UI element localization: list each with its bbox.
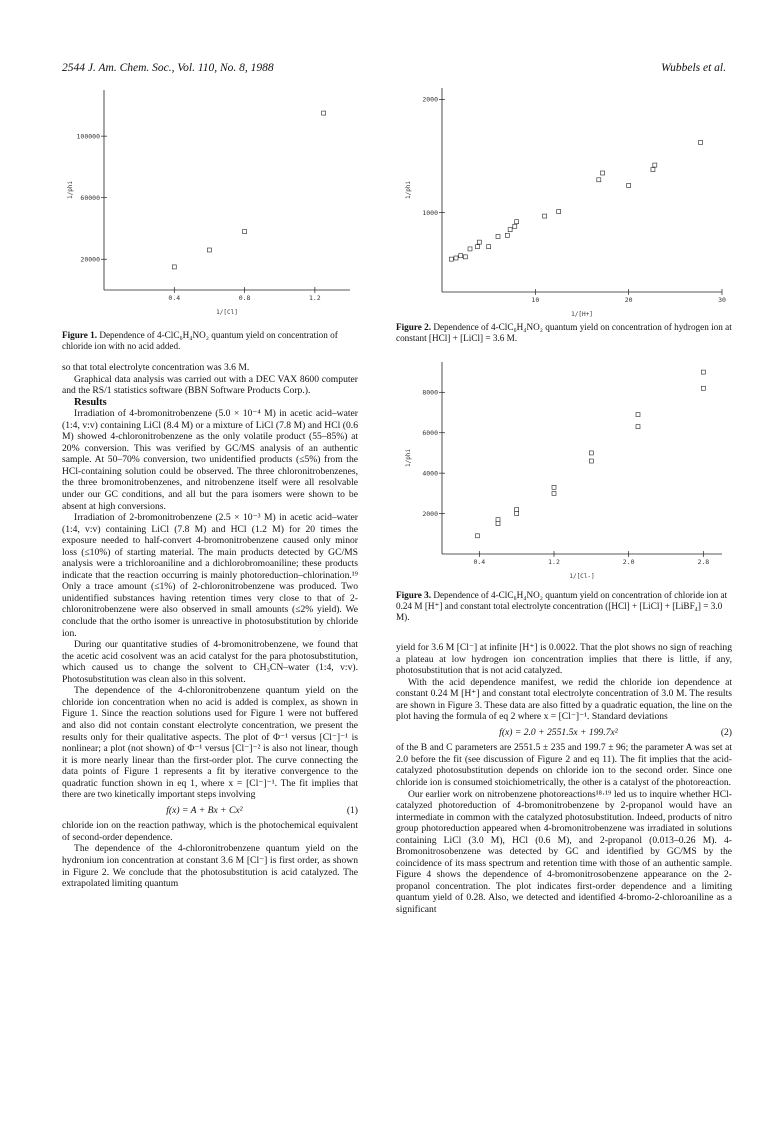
results-heading: Results	[74, 396, 107, 408]
y-tick-label: 60000	[80, 193, 100, 202]
right-paragraph: With the acid dependence manifest, we redid the chloride ion dependence at constant 0.24 M [H⁺] and constant total electrolyte concentration of 3.0 M. The results are shown in Figure 3. These data are also fitted by a quadratic equation, the line on the plot having the formula of eq 2 where x = [Cl⁻]⁻¹. Standard deviations	[396, 676, 732, 723]
right-paragraph: yield for 3.6 M [Cl⁻] at infinite [H⁺] is 0.0022. That the plot shows no sign of reaching a plateau at low hydrogen ion concentration implies that there is little, if any, photosubstitution that is not acid catalyzed.	[396, 642, 732, 677]
running-header-left: 2544 J. Am. Chem. Soc., Vol. 110, No. 8, 1988	[62, 62, 274, 74]
x-tick-label: 2.8	[697, 558, 710, 566]
figure-2-chart	[392, 82, 732, 320]
figure-1-caption-text: Dependence of 4-ClC₆H₄NO₂ quantum yield on concentration of chloride ion with no acid added.	[62, 330, 338, 351]
data-point	[701, 370, 705, 374]
data-point	[475, 534, 479, 538]
data-point	[601, 171, 605, 175]
figure-2-caption	[396, 322, 732, 344]
x-tick-label: 20	[624, 296, 633, 304]
left-paragraph: Irradiation of 4-bromonitrobenzene (5.0 × 10⁻⁴ M) in acetic acid–water (1:4, v:v) containing LiCl (8.4 M) or a mixture of LiCl (7.8 M) and HCl (0.6 M) showed 4-chloronitrobenzene as the only volatile product (55–85%) at 20% conversion. This was verified by GC/MS analysis of an authentic sample. At 50–70% conversion, two unidentified products (≤5%) from the HCl-containing solution could be observed. The three chloronitrobenzenes, the three bromonitrobenzenes, and nitrobenzene itself were all resolvable under our GC conditions, and all but the para isomers were shown to be absent at high conversions.	[62, 408, 358, 512]
equation-1-formula: f(x) = A + Bx + Cx²	[166, 804, 243, 816]
data-point	[627, 183, 631, 187]
data-point	[701, 386, 705, 390]
data-point	[468, 247, 472, 251]
data-point	[699, 140, 703, 144]
left-paragraph: so that total electrolyte concentration was 3.6 M.	[62, 362, 250, 373]
data-point	[557, 210, 561, 214]
data-point	[597, 178, 601, 182]
y-axis-label: 1/phi	[405, 180, 412, 200]
y-axis-label: 1/phi	[67, 180, 74, 200]
data-point	[636, 413, 640, 417]
left-paragraph: The dependence of the 4-chloronitrobenzene quantum yield on the chloride ion concentration when no acid is added is complex, as shown in Figure 1. Since the reaction solutions used for Figure 1 were not buffered and also did not contain constant electrolyte concentration, we present the results only for their qualitative aspects. The plot of Φ⁻¹ versus [Cl⁻]⁻¹ is nonlinear; a plot (not shown) of Φ⁻¹ versus [Cl⁻]⁻² is also not linear, though it is more nearly linear than the first-order plot. The curve connecting the data points of Figure 1 represents a fit by iterative convergence to the quadratic function shown in eq 1, where x = [Cl⁻]⁻¹. The fit implies that there are two kinetically important steps involving	[62, 685, 358, 801]
left-paragraph: chloride ion on the reaction pathway, which is the photochemical equivalent of second-order dependence.	[62, 820, 358, 843]
data-point	[449, 257, 453, 261]
y-tick-label: 20000	[80, 255, 100, 264]
equation-1-number: (1)	[346, 804, 358, 816]
data-point	[477, 240, 481, 244]
data-point	[515, 220, 519, 224]
y-tick-label: 1000	[422, 208, 438, 217]
right-paragraph: of the B and C parameters are 2551.5 ± 235 and 199.7 ± 96; the parameter A was set at 2.0 before the fit (see discussion of Figure 2 and eq 11). The fit implies that the acid-catalyzed photosubstitution depends on chloride ion to the second order. Since one chloride ion is consumed stoichiometrically, the other is a catalyst of the photoreaction.	[396, 742, 732, 789]
left-paragraph: Irradiation of 2-bromonitrobenzene (2.5 × 10⁻³ M) in acetic acid–water (1:4, v:v) containing LiCl (7.8 M) and HCl (1.2 M) for 20 times the exposure needed to half-convert 4-bromonitrobenzene caused only minor loss (≤10%) of starting material. The main products detected by GC/MS analysis were a trichloroaniline and a dichlorobromoaniline; these products indicate that the reaction occurring is mainly photoreduction–chlorination.¹⁹ Only a trace amount (≤1%) of 2-chloronitrobenzene was produced. Two unidentified substances having retention times very close to that of 2-chloronitrobenzene were also observed in small amounts (≤2% yield). We conclude that the ortho isomer is unreactive in photosubstitution by chloride ion.	[62, 512, 358, 639]
left-paragraph: Graphical data analysis was carried out with a DEC VAX 8600 computer and the RS/1 statistics software (BBN Software Products Corp.).	[62, 373, 358, 397]
left-paragraph: During our quantitative studies of 4-bromonitrobenzene, we found that the acetic acid cosolvent was an acid catalyst for the para photosubstitution, which caused us to change the solvent to CH₃CN–water (1:4, v:v). Photosubstitution was clean also in this solvent.	[62, 639, 358, 685]
x-tick-label: 1.2	[308, 294, 321, 302]
figure-3-chart	[392, 358, 732, 584]
data-point	[651, 168, 655, 172]
x-axis-label: 1/[Cl]	[216, 309, 238, 316]
data-point	[207, 248, 211, 252]
data-point	[496, 234, 500, 238]
data-point	[496, 518, 500, 522]
left-column	[62, 362, 358, 890]
right-column	[396, 642, 732, 916]
y-tick-label: 2000	[422, 509, 438, 518]
data-point	[543, 214, 547, 218]
data-point	[636, 425, 640, 429]
data-point	[172, 265, 176, 269]
y-tick-label: 8000	[422, 388, 438, 397]
y-axis-label: 1/phi	[405, 448, 412, 468]
x-tick-label: 0.4	[473, 558, 486, 566]
figure-1-chart	[58, 82, 358, 322]
figure-3-caption	[396, 590, 732, 623]
figure-2-caption-text: Dependence of 4-ClC₆H₄NO₂ quantum yield on concentration of hydrogen ion at constant [HCl] + [LiCl] = 3.6 M.	[396, 322, 732, 343]
running-header-right: Wubbels et al.	[661, 62, 726, 74]
x-tick-label: 10	[531, 296, 540, 304]
figure-1-caption	[62, 330, 358, 352]
x-tick-label: 2.0	[622, 558, 635, 566]
y-tick-label: 4000	[422, 469, 438, 478]
data-point	[454, 256, 458, 260]
data-point	[589, 459, 593, 463]
data-point	[552, 485, 556, 489]
x-axis-label: 1/[H+]	[571, 311, 593, 318]
equation-2	[396, 727, 732, 739]
data-point	[552, 491, 556, 495]
figure-3-caption-text: Dependence of 4-ClC₆H₄NO₂ quantum yield on concentration of chloride ion at 0.24 M [H⁺] and constant total electrolyte concentration ([HCl] + [LiCl] + [LiBF₄] = 3.0 M).	[396, 590, 728, 622]
data-point	[475, 245, 479, 249]
right-paragraph: Our earlier work on nitrobenzene photoreactions¹⁸·¹⁹ led us to inquire whether HCl-catalyzed photoreduction of 4-bromonitrobenzene by 2-propanol would have an intermediate in common with the catalyzed photosubstitution. Indeed, products of nitro group photoreduction appeared when 4-bromonitrobenzene was irradiated in solutions containing LiCl (3.0 M), HCl (0.6 M), and 2-propanol (0.013–0.26 M). 4-Bromonitrosobenzene was detected by GC and identified by GC/MS by the coincidence of its mass spectrum and retention time with those of an authentic sample. Figure 4 shows the dependence of 4-bromonitrosobenzene appearance on the 2-propanol concentration. The plot indicates first-order dependence and a limiting quantum yield of 0.28. Also, we detected and identified 4-bromo-2-chloroaniline as a significant	[396, 788, 732, 916]
left-paragraph: The dependence of the 4-chloronitrobenzene quantum yield on the hydronium ion concentration at constant 3.6 M [Cl⁻] is first order, as shown in Figure 2. We conclude that the photosubstitution is acid catalyzed. The extrapolated limiting quantum	[62, 843, 358, 890]
data-point	[508, 228, 512, 232]
data-point	[653, 163, 657, 167]
data-point	[515, 508, 519, 512]
x-axis-label: 1/[Cl-]	[569, 573, 595, 580]
data-point	[487, 245, 491, 249]
data-point	[463, 255, 467, 259]
data-point	[243, 230, 247, 234]
data-point	[496, 522, 500, 526]
x-tick-label: 1.2	[548, 558, 560, 566]
figure-3-caption-label: Figure 3.	[396, 590, 432, 600]
y-tick-label: 100000	[76, 132, 100, 141]
y-tick-label: 2000	[422, 95, 438, 104]
figure-1-caption-label: Figure 1.	[62, 330, 98, 340]
y-tick-label: 6000	[422, 428, 438, 437]
x-tick-label: 0.8	[238, 294, 251, 302]
equation-1	[62, 805, 358, 817]
data-point	[513, 224, 517, 228]
data-point	[505, 233, 509, 237]
x-tick-label: 30	[718, 296, 726, 304]
figure-2-caption-label: Figure 2.	[396, 322, 432, 332]
data-point	[459, 254, 463, 258]
equation-2-number: (2)	[720, 726, 732, 738]
equation-2-formula: f(x) = 2.0 + 2551.5x + 199.7x²	[499, 726, 618, 738]
data-point	[515, 512, 519, 516]
data-point	[589, 451, 593, 455]
x-tick-label: 0.4	[168, 294, 181, 302]
data-point	[322, 111, 326, 115]
